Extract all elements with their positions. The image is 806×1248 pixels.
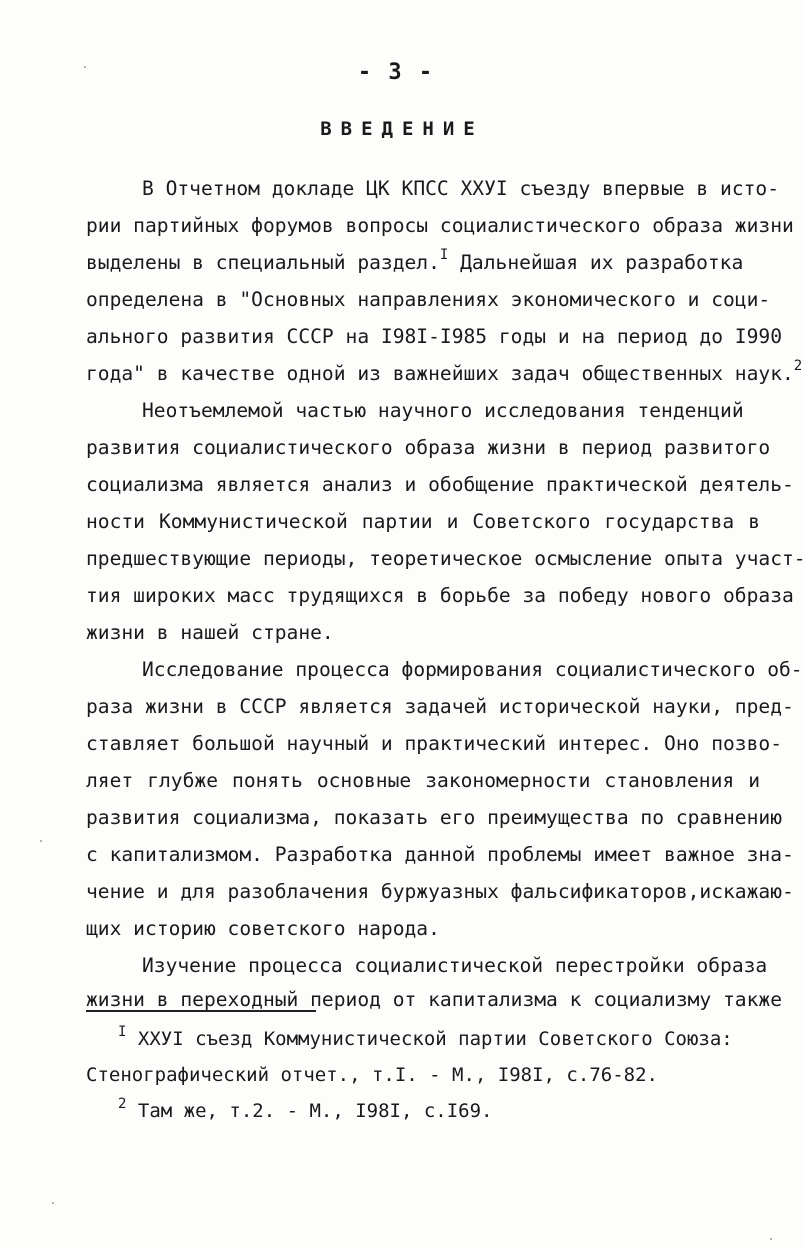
body-line: Изучение процесса социалистической перестройки образа — [142, 954, 768, 977]
page-number: - 3 - — [357, 60, 435, 85]
body-line-text: выделены в специальный раздел. — [86, 251, 440, 274]
footnote-mark: 2 — [118, 1095, 127, 1112]
body-line-with-footnote-ref — [86, 358, 803, 387]
body-line: социализма является анализ и обобщение практической деятель- — [86, 473, 794, 496]
body-line: В Отчетном докладе ЦК КПСС XXУI съезду впервые в исто- — [142, 177, 780, 200]
body-line-with-footnote-ref — [86, 247, 760, 276]
body-line: с капитализмом. Разработка данной проблемы имеет важное зна- — [86, 843, 794, 866]
body-line: жизни в переходный период от капитализма к социализму также — [86, 988, 782, 1011]
scan-speck — [52, 1202, 54, 1204]
body-line: ности Коммунистической партии и Советского государства в — [86, 510, 760, 533]
footnote-mark: I — [118, 1023, 127, 1040]
body-line: жизни в нашей стране. — [86, 621, 334, 644]
body-line: тия широких масс трудящихся в борьбе за победу нового образа — [86, 584, 794, 607]
body-line: определена в "Основных направлениях экономического и соци- — [86, 288, 771, 311]
footnote-text: Там же, т.2. - М., I98I, с.I69. — [137, 1100, 493, 1122]
body-line: предшествующие периоды, теоретическое осмысление опыта участ- — [86, 547, 806, 570]
footnote-text: XXУI съезд Коммунистической партии Советского Союза: — [137, 1028, 733, 1050]
footnote-ref: 2 — [793, 358, 803, 375]
footnote-1 — [118, 1023, 733, 1052]
body-line: чение и для разоблачения буржуазных фальсификаторов,искажаю- — [86, 880, 794, 903]
body-line: ставляет большой научный и практический интерес. Оно позво- — [86, 732, 782, 755]
scan-speck — [40, 840, 42, 842]
body-line: ляет глубже понять основные закономерности становления и — [86, 769, 760, 792]
scan-speck — [84, 66, 86, 68]
body-line: развития социалистического образа жизни в период развитого — [86, 436, 771, 459]
body-line: развития социализма, показать его преимущества по сравнению — [86, 806, 782, 829]
scan-speck — [770, 1238, 772, 1240]
footnote-ref: I — [439, 247, 449, 264]
footnote-1-continued: Стенографический отчет., т.I. - М., I98I, с.76-82. — [86, 1064, 658, 1086]
section-heading: ВВЕДЕНИЕ — [320, 118, 484, 140]
body-line: рии партийных форумов вопросы социалистического образа жизни — [86, 214, 794, 237]
footnote-2 — [118, 1095, 493, 1124]
footnote-separator — [86, 1010, 316, 1012]
body-line: Неотъемлемой частью научного исследования тенденций — [142, 399, 744, 422]
body-line: щих историю советского народа. — [86, 917, 440, 940]
body-line-text: Дальнейшая их разработка — [460, 251, 744, 274]
body-line: Исследование процесса формирования социалистического об- — [142, 658, 803, 681]
body-line: раза жизни в СССР является задачей исторической науки, пред- — [86, 695, 794, 718]
body-line: ального развития СССР на I98I-I985 годы и на период до I990 — [86, 325, 782, 348]
body-line-text: года" в качестве одной из важнейших задач общественных наук. — [86, 362, 794, 385]
